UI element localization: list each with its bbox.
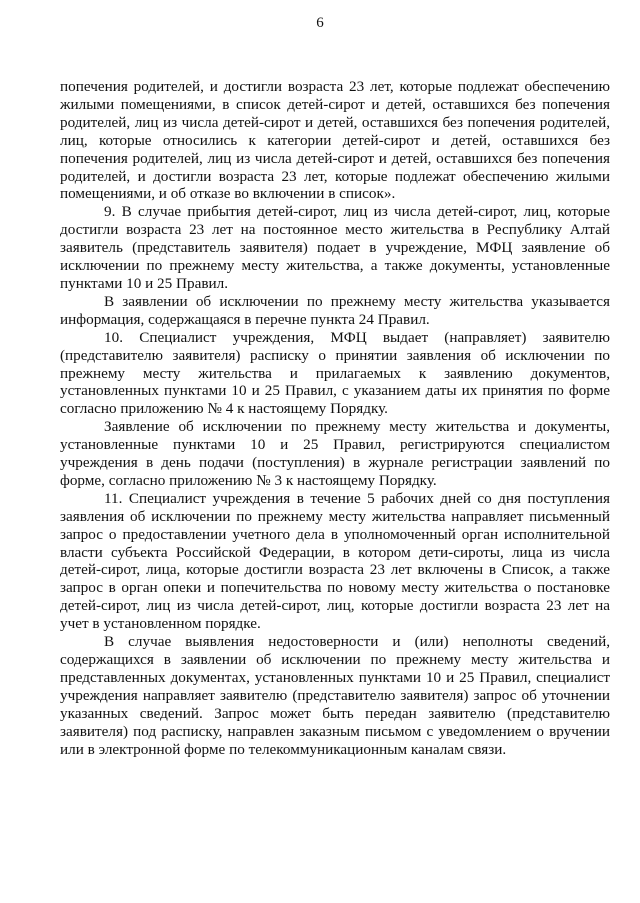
document-body: [60, 78, 610, 758]
paragraph-item-9: 9. В случае прибытия детей-сирот, лиц из числа детей-сирот, лиц, которые достигли возраста 23 лет на постоянное место жительства в Республику Алтай заявитель (представитель заявителя) подает в учреждение, МФЦ заявление об исключении по прежнему месту жительства, а также документы, установленные пунктами 10 и 25 Правил.: [60, 203, 610, 292]
page-number: 6: [316, 15, 324, 31]
paragraph-continuation: попечения родителей, и достигли возраста 23 лет, которые подлежат обеспечению жилыми помещениями, в список детей-сирот и детей, оставшихся без попечения родителей, лиц из числа детей-сирот и детей, оставшихся без попечения родителей, лиц, которые относились к категории детей-сирот и детей, оставшихся без попечения родителей, лиц из числа детей-сирот и детей, оставшихся без попечения родителей, и достигли возраста 23 лет, которые подлежат обеспечению жилыми помещениями, и об отказе во включении в список».: [60, 78, 610, 203]
paragraph-item-9-note: В заявлении об исключении по прежнему месту жительства указывается информация, содержащаяся в перечне пункта 24 Правил.: [60, 292, 610, 328]
paragraph-item-10: 10. Специалист учреждения, МФЦ выдает (направляет) заявителю (представителю заявителя) расписку о принятии заявления об исключении по прежнему месту жительства и прилагаемых к заявлению документов, установленных пунктами 10 и 25 Правил, с указанием даты их принятия по форме согласно приложению № 4 к настоящему Порядку.: [60, 328, 610, 418]
paragraph-item-11: 11. Специалист учреждения в течение 5 рабочих дней со дня поступления заявления об исключении по прежнему месту жительства направляет письменный запрос о предоставлении учетного дела в уполномоченный орган исполнительной власти субъекта Российской Федерации, в котором дети-сироты, лица из числа детей-сирот, лица, которые достигли возраста 23 лет включены в Список, а также запрос в орган опеки и попечительства по новому месту жительства о постановке детей-сирот, лиц из числа детей-сирот, лиц, которые достигли возраста 23 лет на учет в установленном порядке.: [60, 489, 610, 633]
paragraph-item-11-clarification: В случае выявления недостоверности и (или) неполноты сведений, содержащихся в заявлении об исключении по прежнему месту жительства и представленных документах, установленных пунктами 10 и 25 Правил, специалист учреждения направляет заявителю (представителю заявителя) запрос об уточнении указанных сведений. Запрос может быть передан заявителю (представителю заявителя) под расписку, направлен заказным письмом с уведомлением о вручении или в электронной форме по телекоммуникационным каналам связи.: [60, 633, 610, 758]
paragraph-item-10-registration: Заявление об исключении по прежнему месту жительства и документы, установленные пунктами 10 и 25 Правил, регистрируются специалистом учреждения в день подачи (поступления) в журнале регистрации заявлений по форме, согласно приложению № 3 к настоящему Порядку.: [60, 418, 610, 489]
